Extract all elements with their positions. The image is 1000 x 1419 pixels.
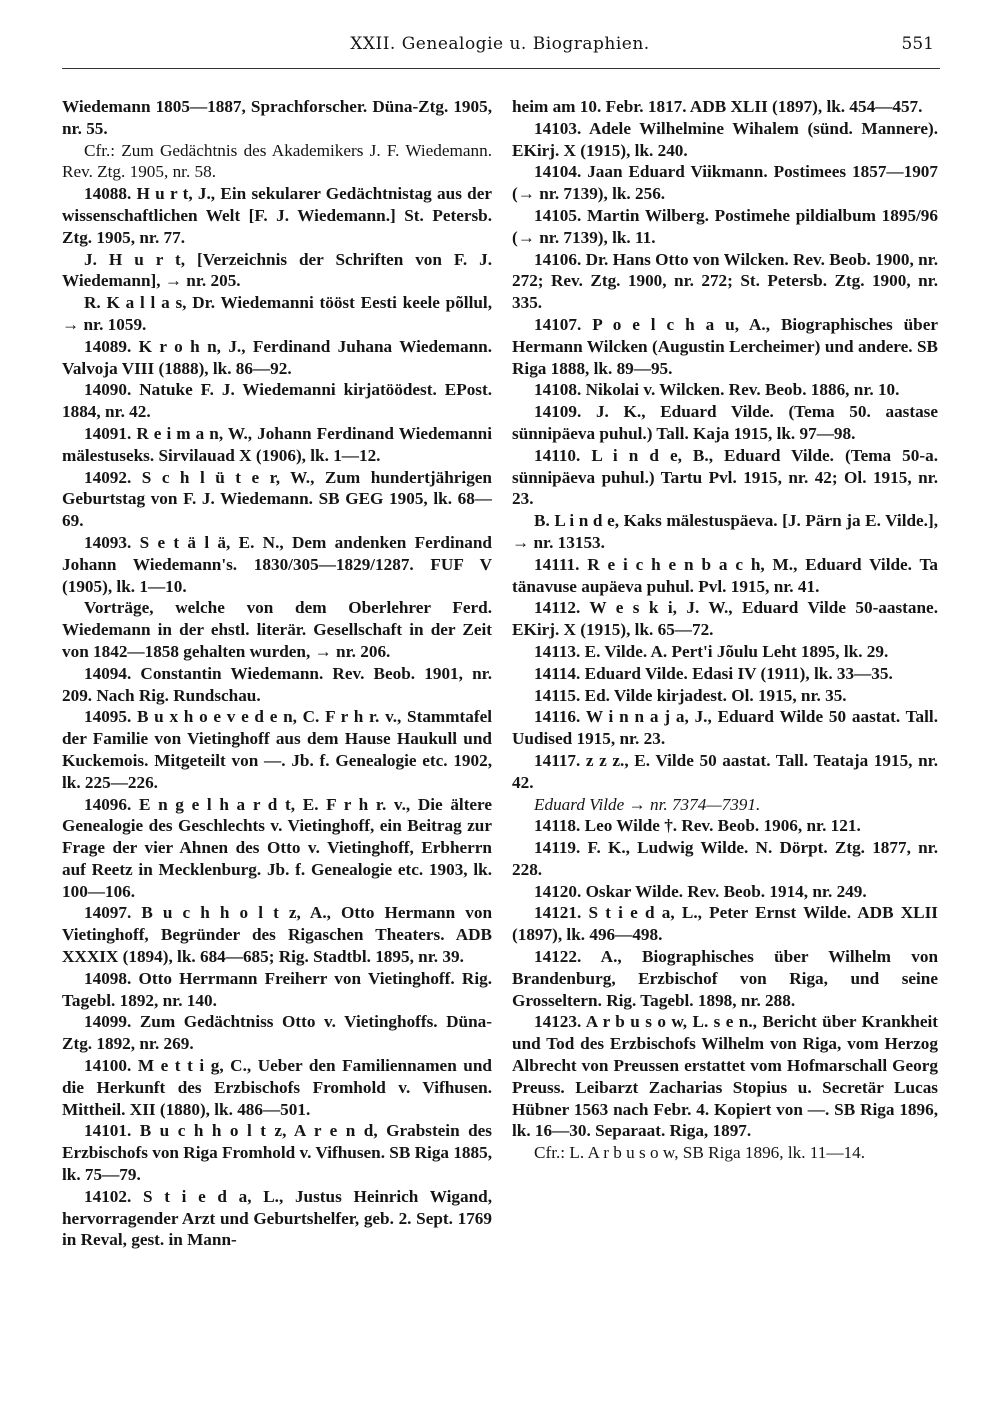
page-number: 551 (901, 34, 934, 54)
bibliography-entry: 14091. R e i m a n, W., Johann Ferdinand Wiedemanni mälestuseks. Sirvilauad X (1906), lk. 1—12. (62, 423, 492, 465)
bibliography-entry: 14094. Constantin Wiedemann. Rev. Beob. 1901, nr. 209. Nach Rig. Rundschau. (62, 663, 492, 705)
bibliography-entry: 14112. W e s k i, J. W., Eduard Vilde 50-aastane. EKirj. X (1915), lk. 65—72. (512, 598, 938, 640)
section-title: XXII. Genealogie u. Biographien. (350, 34, 650, 54)
bibliography-entry: heim am 10. Febr. 1817. ADB XLII (1897), lk. 454—457. (512, 97, 923, 116)
bibliography-entry: 14123. A r b u s o w, L. s e n., Bericht über Krankheit und Tod des Erzbischofs Wilhelm von Riga, vom Herzog Albrecht von Preussen erstattet vom Hofmarschall Georg Preuss. Leibarzt Zacharias Stopius u. Secretär Lucas Hübner 1563 nach Febr. 4. Kopiert von —. SB Riga 1896, lk. 16—30. Separaat. Riga, 1897. (512, 1012, 938, 1141)
bibliography-entry: 14093. S e t ä l ä, E. N., Dem andenken Ferdinand Johann Wiedemann's. 1830/305—1829/1287. FUF V (1905), lk. 1—10. (62, 532, 492, 596)
bibliography-entry: Eduard Vilde → nr. 7374—7391. (534, 794, 761, 814)
bibliography-entry: 14122. A., Biographisches über Wilhelm von Brandenburg, Erzbischof von Riga, und seine Grosseltern. Rig. Tagebl. 1898, nr. 288. (512, 947, 938, 1010)
bibliography-entry: 14109. J. K., Eduard Vilde. (Tema 50. aastase sünnipäeva puhul.) Tall. Kaja 1915, lk. 97—98. (512, 402, 938, 443)
bibliography-entry: 14096. E n g e l h a r d t, E. F r h r. v., Die ältere Genealogie des Geschlechts v. Vietinghoff, ein Beitrag zur Frage der vier Ahnen des Otto v. Vietinghoff, Erbherrn auf Reetz in Mecklenburg. Jb. f. Genealogie etc. 1903, lk. 100—106. (62, 794, 492, 901)
right-column (512, 96, 938, 1164)
bibliography-entry: 14089. K r o h n, J., Ferdinand Juhana Wiedemann. Valvoja VIII (1888), lk. 86—92. (62, 336, 492, 378)
bibliography-entry: 14120. Oskar Wilde. Rev. Beob. 1914, nr. 249. (534, 881, 867, 901)
bibliography-entry: 14117. z z z., E. Vilde 50 aastat. Tall. Teataja 1915, nr. 42. (512, 750, 938, 792)
running-header (60, 34, 940, 64)
bibliography-entry: 14088. H u r t, J., Ein sekularer Gedächtnistag aus der wissenschaftlichen Welt [F. J. Wiedemann.] St. Petersb. Ztg. 1905, nr. 77. (62, 184, 492, 247)
bibliography-entry: 14101. B u c h h o l t z, A r e n d, Grabstein des Erzbischofs von Riga Fromhold v. Vifhusen. SB Riga 1885, lk. 75—79. (62, 1121, 492, 1185)
bibliography-entry: 14103. Adele Wilhelmine Wihalem (sünd. Mannere). EKirj. X (1915), lk. 240. (512, 118, 938, 160)
bibliography-entry: 14113. E. Vilde. A. Pert'i Jõulu Leht 1895, lk. 29. (534, 641, 889, 661)
bibliography-entry: 14118. Leo Wilde †. Rev. Beob. 1906, nr. 121. (534, 816, 861, 836)
bibliography-entry: 14119. F. K., Ludwig Wilde. N. Dörpt. Ztg. 1877, nr. 228. (512, 838, 938, 879)
bibliography-entry: 14098. Otto Herrmann Freiherr von Vietinghoff. Rig. Tagebl. 1892, nr. 140. (62, 968, 492, 1010)
bibliography-entry: 14100. M e t t i g, C., Ueber den Familiennamen und die Herkunft des Erzbischofs Fromhold v. Vifhusen. Mittheil. XII (1880), lk. 486—501. (62, 1056, 492, 1119)
left-column (62, 96, 492, 1251)
bibliography-entry: 14111. R e i c h e n b a c h, M., Eduard Vilde. Ta tänavuse aupäeva puhul. Pvl. 1915, nr. 41. (512, 554, 938, 596)
bibliography-entry: 14108. Nikolai v. Wilcken. Rev. Beob. 1886, nr. 10. (534, 380, 900, 400)
bibliography-entry: 14097. B u c h h o l t z, A., Otto Hermann von Vietinghoff, Begründer des Rigaschen Theaters. ADB XXXIX (1894), lk. 684—685; Rig. Stadtbl. 1895, nr. 39. (62, 903, 492, 967)
bibliography-entry: Vorträge, welche von dem Oberlehrer Ferd. Wiedemann in der ehstl. literär. Gesellschaft in der Zeit von 1842—1858 gehalten wurden, → nr. 206. (62, 598, 492, 661)
bibliography-entry: 14110. L i n d e, B., Eduard Vilde. (Tema 50-a. sünnipäeva puhul.) Tartu Pvl. 1915, nr. 42; Ol. 1915, nr. 23. (512, 445, 938, 509)
bibliography-entry: 14102. S t i e d a, L., Justus Heinrich Wigand, hervorragender Arzt und Geburtshelfer, geb. 2. Sept. 1769 in Reval, gest. in Mann- (62, 1186, 492, 1250)
bibliography-entry: 14095. B u x h o e v e d e n, C. F r h r. v., Stammtafel der Familie von Vietinghoff aus dem Hause Haukull und Kuckemois. Mitgeteilt von —. Jb. f. Genealogie etc. 1902, lk. 225—226. (62, 707, 492, 792)
bibliography-entry: J. H u r t, [Verzeichnis der Schriften von F. J. Wiedemann], → nr. 205. (62, 249, 492, 291)
bibliography-entry: 14090. Natuke F. J. Wiedemanni kirjatöödest. EPost. 1884, nr. 42. (62, 380, 492, 422)
bibliography-entry: 14116. W i n n a j a, J., Eduard Wilde 50 aastat. Tall. Uudised 1915, nr. 23. (512, 707, 938, 749)
bibliography-entry: 14105. Martin Wilberg. Postimehe pildialbum 1895/96 (→ nr. 7139), lk. 11. (512, 205, 938, 247)
bibliography-entry: Cfr.: Zum Gedächtnis des Akademikers J. F. Wiedemann. Rev. Ztg. 1905, nr. 58. (62, 140, 492, 182)
bibliography-entry: 14104. Jaan Eduard Viikmann. Postimees 1857—1907 (→ nr. 7139), lk. 256. (512, 162, 938, 204)
bibliography-entry: 14106. Dr. Hans Otto von Wilcken. Rev. Beob. 1900, nr. 272; Rev. Ztg. 1900, nr. 272; St. Petersb. Ztg. 1900, nr. 335. (512, 249, 938, 313)
bibliography-entry: R. K a l l a s, Dr. Wiedemanni tööst Eesti keele põllul, → nr. 1059. (62, 293, 492, 334)
bibliography-entry: Wiedemann 1805—1887, Sprachforscher. Düna-Ztg. 1905, nr. 55. (62, 97, 492, 138)
bibliography-entry: Cfr.: L. A r b u s o w, SB Riga 1896, lk. 11—14. (534, 1143, 866, 1163)
bibliography-entry: B. L i n d e, Kaks mälestuspäeva. [J. Pärn ja E. Vilde.], → nr. 13153. (512, 511, 938, 552)
bibliography-entry: 14092. S c h l ü t e r, W., Zum hundertjährigen Geburtstag von F. J. Wiedemann. SB GEG 1905, lk. 68—69. (62, 467, 492, 531)
header-rule (62, 68, 940, 69)
bibliography-entry: 14115. Ed. Vilde kirjadest. Ol. 1915, nr. 35. (534, 685, 847, 705)
bibliography-entry: 14121. S t i e d a, L., Peter Ernst Wilde. ADB XLII (1897), lk. 496—498. (512, 903, 938, 945)
bibliography-entry: 14107. P o e l c h a u, A., Biographisches über Hermann Wilcken (Augustin Lercheimer) und andere. SB Riga 1888, lk. 89—95. (512, 314, 938, 378)
bibliography-entry: 14114. Eduard Vilde. Edasi IV (1911), lk. 33—35. (534, 663, 893, 683)
bibliography-entry: 14099. Zum Gedächtniss Otto v. Vietinghoffs. Düna-Ztg. 1892, nr. 269. (62, 1012, 492, 1054)
